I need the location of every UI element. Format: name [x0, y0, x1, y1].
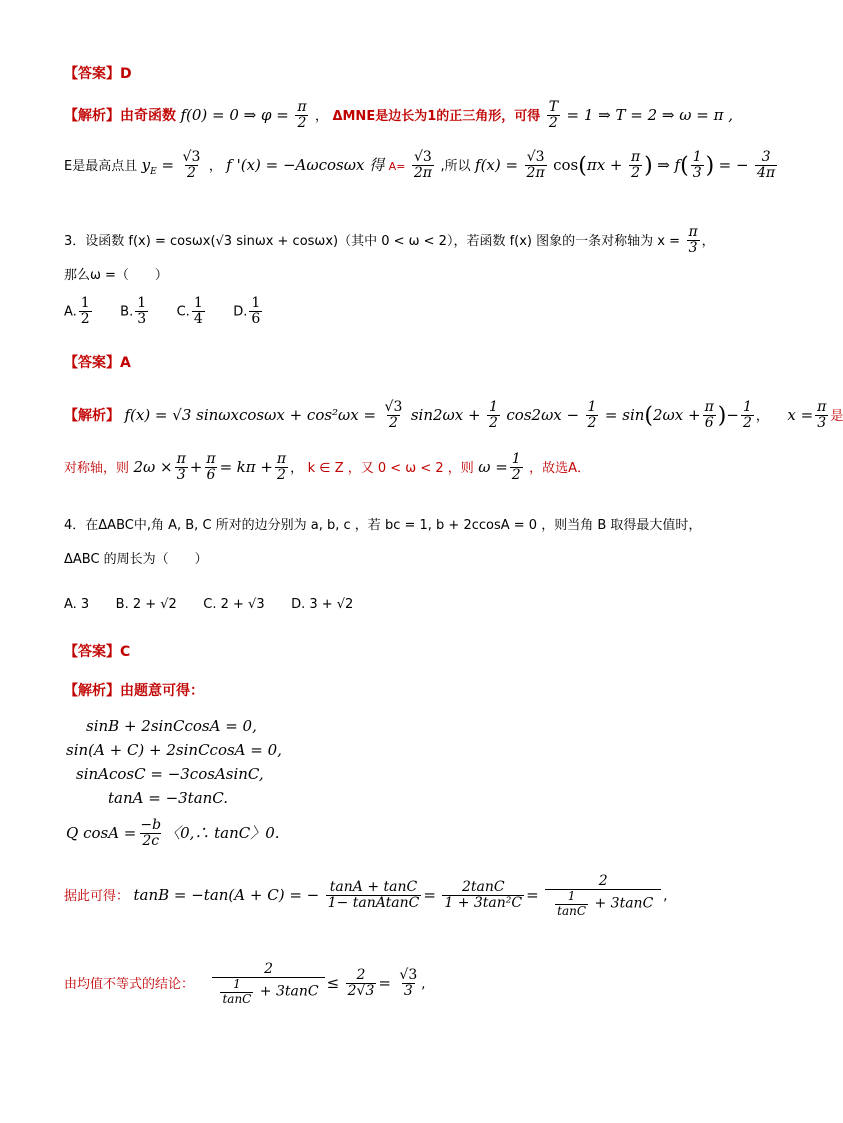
- q4-option-b: B. 2 + √2: [115, 597, 177, 612]
- q4-step-1: sinB + 2sinCcosA = 0,: [86, 717, 257, 735]
- q4-options: [64, 596, 375, 612]
- q4-tanb-line: 据此可得： tanB = −tan(A + C) = − $\frac{\tan A + \tan C}{\text{1− tanAtanC}}$ = $\frac{2\tan C}{\text{1 + 3tan²C}}$ = 2 $\frac{1}{\tan C}$ + 3tanC ,: [64, 873, 668, 918]
- q3-solution-line-1: 【解析】 f(x) = √3 sinωxcosωx + cos²ωx = $\frac{√3}{2}$ sin2ωx + $\frac{1}{2}$ cos2ωx − $\frac{1}{2}$ = sin(2ωx + $\frac{\pi}{6}$ )− $\frac{1}{2}$ ， x = $\frac{\pi}{3}$ 是: [64, 399, 843, 432]
- q3-stem-line-1: 3．设函数 f(x) = cosωx(√3 sinωx + cosωx)（其中 0 < ω < 2），若函数 f(x) 图象的一条对称轴为 x = $\frac{\pi}{3}$ ，: [64, 224, 715, 257]
- q4-option-a: A. 3: [64, 597, 90, 612]
- solution-label: 【解析】: [64, 107, 120, 124]
- q3-answer-line: 【答案】A: [64, 355, 131, 371]
- q3-option-b: B. $\frac{1}{3}$: [120, 295, 147, 328]
- q2-answer-line: [64, 63, 132, 83]
- q4-stem-line-2: ΔABC 的周长为（ ）: [64, 552, 208, 567]
- q4-inequality-line: 由均值不等式的结论： 2 $\frac{1}{\tan C}$ + 3tanC ≤ $\frac{2}{2√3}$ = $\frac{√3}{3}$ ,: [64, 961, 426, 1006]
- q3-option-c: C. $\frac{1}{4}$: [176, 295, 203, 328]
- q4-step-5: Q cosA = $\frac{-b}{2c}$ 〈0,∴ tanC〉0.: [66, 817, 280, 850]
- q4-answer: C: [120, 644, 131, 660]
- q3-option-a: A. $\frac{1}{2}$: [64, 295, 90, 328]
- q4-answer-line: 【答案】C: [64, 644, 131, 660]
- q2-solution-line-1: 【解析】由奇函数 f(0) = 0 ⇒ φ = $\frac{\pi}{2}$ ， ΔMNE是边长为1的正三角形，可得 $\frac{T}{2}$ = 1 ⇒ T = 2 ⇒ ω = π ,: [64, 99, 733, 132]
- q3-options: [64, 296, 286, 328]
- q4-option-c: C. 2 + √3: [203, 597, 265, 612]
- q4-step-4: tanA = −3tanC.: [108, 789, 229, 807]
- q4-option-d: D. 3 + √2: [291, 597, 354, 612]
- q4-solution-intro: 【解析】由题意可得：: [64, 683, 204, 699]
- q4-stem-line-1: 4．在ΔABC中,角 A, B, C 所对的边分别为 a, b, c ，若 bc = 1, b + 2ccosA = 0 ，则当角 B 取得最大值时，: [64, 518, 702, 533]
- q3-answer: A: [120, 355, 131, 371]
- q4-step-3: sinAcosC = −3cosAsinC,: [76, 765, 264, 783]
- q3-stem-line-2: 那么ω =（ ）: [64, 268, 168, 283]
- q3-option-d: D. $\frac{1}{6}$: [233, 295, 261, 328]
- answer-label: 【答案】: [64, 66, 120, 82]
- q2-solution-line-2: E是最高点且 $y_E$ = $\frac{√3}{2}$ ， f '(x) = −Aωcosωx 得 A= $\frac{√3}{2\pi}$ ,所以 f(x) = $\frac{√3}{2\pi}$ cos(πx + $\frac{\pi}{2}$ ) ⇒ f( $\frac{1}{3}$ ) = − $\frac{3}{4\pi}$: [64, 149, 776, 182]
- q4-step-2: sin(A + C) + 2sinCcosA = 0,: [66, 741, 282, 759]
- q3-solution-line-2: 对称轴，则 2ω × $\frac{\pi}{3}$ + $\frac{\pi}{6}$ = kπ + $\frac{\pi}{2}$ ， k ∈ Z ，又 0 < ω < 2 ，则 ω = $\frac{1}{2}$ ，故选A．: [64, 451, 591, 484]
- q2-answer: D: [120, 66, 132, 82]
